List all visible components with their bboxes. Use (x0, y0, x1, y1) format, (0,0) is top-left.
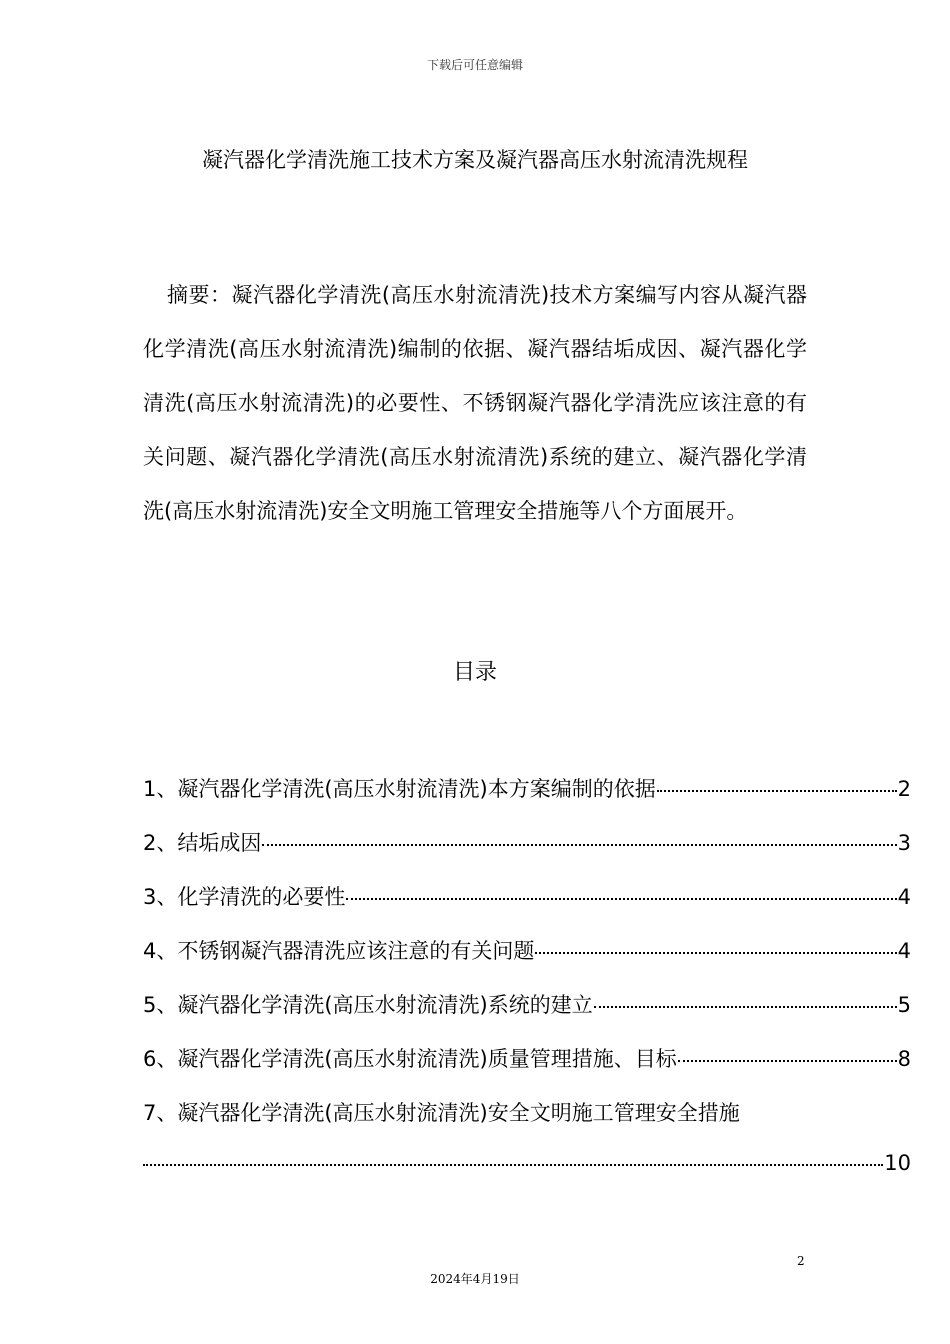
toc-entry-page: 4 (897, 885, 911, 909)
toc-entry-page: 2 (897, 777, 911, 801)
toc-entry[interactable] (143, 989, 911, 1043)
toc-entry-label: 4、不锈钢凝汽器清洗应该注意的有关问题 (143, 939, 535, 963)
toc-dot-leader (594, 1006, 897, 1008)
toc-dot-leader (262, 844, 896, 846)
toc-dot-leader (346, 898, 896, 900)
toc-entry-page: 4 (897, 939, 911, 963)
toc-dot-leader (657, 790, 897, 792)
toc-entry-page: 5 (897, 993, 911, 1017)
toc-dot-leader (678, 1060, 897, 1062)
toc-entry[interactable] (143, 935, 911, 989)
toc-dot-leader (535, 952, 896, 954)
document-title: 凝汽器化学清洗施工技术方案及凝汽器高压水射流清洗规程 (202, 148, 748, 172)
footer-date: 2024年4月19日 (430, 1272, 520, 1286)
table-of-contents (143, 773, 911, 1205)
toc-entry-label: 6、凝汽器化学清洗(高压水射流清洗)质量管理措施、目标 (143, 1047, 677, 1071)
toc-entry[interactable] (143, 827, 911, 881)
toc-dot-leader (143, 1164, 883, 1166)
toc-entry-page: 10 (884, 1151, 911, 1175)
abstract-paragraph: 摘要：凝汽器化学清洗(高压水射流清洗)技术方案编写内容从凝汽器化学清洗(高压水射流清洗)编制的依据、凝汽器结垢成因、凝汽器化学清洗(高压水射流清洗)的必要性、不锈钢凝汽器化学清洗应该注意的有关问题、凝汽器化学清洗(高压水射流清洗)系统的建立、凝汽器化学清洗(高压水射流清洗)安全文明施工管理安全措施等八个方面展开。 (143, 283, 807, 523)
page-number: 2 (797, 1254, 805, 1268)
toc-entry-label: 7、凝汽器化学清洗(高压水射流清洗)安全文明施工管理安全措施 (143, 1101, 740, 1125)
toc-entry[interactable] (143, 1097, 911, 1151)
toc-entry-continuation[interactable] (143, 1151, 911, 1205)
header-note: 下载后可任意编辑 (426, 58, 523, 72)
toc-entry[interactable] (143, 881, 911, 935)
toc-heading: 目录 (452, 660, 497, 685)
toc-entry-label: 2、结垢成因 (143, 831, 262, 855)
toc-entry-label: 5、凝汽器化学清洗(高压水射流清洗)系统的建立 (143, 993, 593, 1017)
toc-entry-label: 1、凝汽器化学清洗(高压水射流清洗)本方案编制的依据 (143, 777, 656, 801)
toc-entry-label: 3、化学清洗的必要性 (143, 885, 346, 909)
toc-entry-page: 8 (897, 1047, 911, 1071)
toc-entry-page: 3 (897, 831, 911, 855)
toc-entry[interactable] (143, 1043, 911, 1097)
toc-entry[interactable] (143, 773, 911, 827)
